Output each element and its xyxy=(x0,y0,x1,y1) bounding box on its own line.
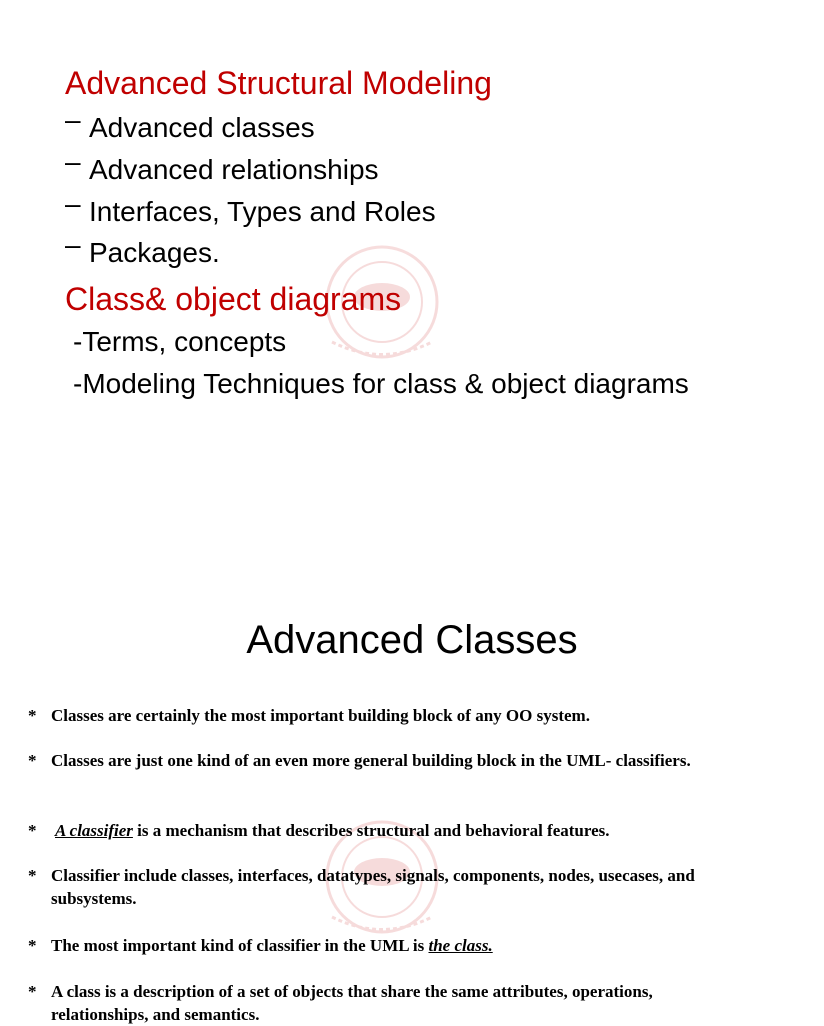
slide-1 xyxy=(0,0,768,512)
dash-bullet: – xyxy=(65,104,81,135)
bullet-item xyxy=(28,864,728,910)
bullet-star: * xyxy=(28,936,37,955)
slide-title: Advanced Classes xyxy=(246,618,578,662)
sub-item: -Terms, concepts xyxy=(73,326,287,357)
slide-heading-advanced-structural-modeling: Advanced Structural Modeling xyxy=(65,65,492,101)
bullet-text: is a mechanism that describes structural and behavioral features. xyxy=(132,821,610,840)
list-item xyxy=(65,229,220,269)
dash-bullet: – xyxy=(65,229,81,260)
bullet-text: The most important kind of classifier in the UML is xyxy=(51,936,429,955)
bullet-text: Classes are just one kind of an even more general building block in the UML- classifiers. xyxy=(51,751,691,770)
bullet-text: A class is a description of a set of objects that share the same attributes, operations, relationships, and semantics. xyxy=(51,982,653,1024)
bullet-star: * xyxy=(28,821,37,840)
dash-bullet: – xyxy=(65,188,81,219)
dash-bullet: – xyxy=(65,146,81,177)
list-item-text: Packages. xyxy=(89,237,220,268)
list-item xyxy=(65,188,436,228)
bullet-text: Classifier include classes, interfaces, datatypes, signals, components, nodes, usecases, and subsystems. xyxy=(51,866,695,908)
bullet-item xyxy=(28,704,728,727)
bullet-emphasis: A classifier xyxy=(55,821,133,840)
bullet-text: Classes are certainly the most important building block of any OO system. xyxy=(51,706,590,725)
list-item-text: Advanced relationships xyxy=(89,154,379,185)
bullet-star: * xyxy=(28,982,37,1001)
bullet-star: * xyxy=(28,866,37,885)
sub-item: -Modeling Techniques for class & object diagrams xyxy=(73,368,689,399)
slide-2 xyxy=(0,512,768,1024)
bullet-item xyxy=(28,749,728,772)
bullet-item xyxy=(28,980,728,1026)
list-item-text: Interfaces, Types and Roles xyxy=(89,196,436,227)
slide-heading-class-object-diagrams: Class& object diagrams xyxy=(65,281,402,317)
bullet-star: * xyxy=(28,706,37,725)
bullet-item xyxy=(28,819,728,842)
list-item xyxy=(65,104,315,144)
bullet-item xyxy=(28,934,728,957)
list-item-text: Advanced classes xyxy=(89,112,315,143)
bullet-emphasis: the class. xyxy=(428,936,493,955)
list-item xyxy=(65,146,379,186)
bullet-star: * xyxy=(28,751,37,770)
